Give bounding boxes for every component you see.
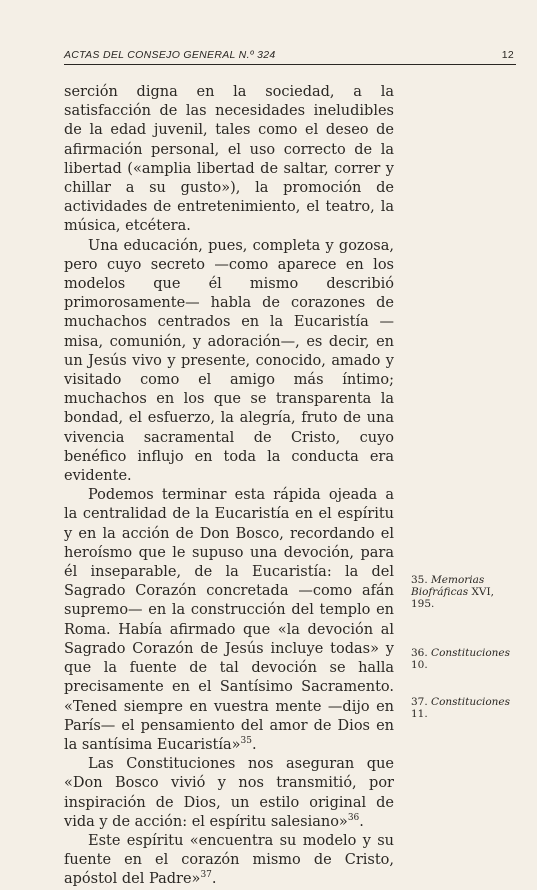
paragraph-4-end: .: [359, 813, 364, 830]
running-header: [64, 49, 514, 65]
paragraph-4-text: Las Constituciones nos aseguran que «Don Bosco vivió y nos transmitió, por inspiración de Dios, un estilo original de vida y de acción: el espíritu salesiano»: [64, 756, 394, 830]
paragraph-2: [64, 237, 394, 487]
footnote-ref-36: 36: [347, 812, 360, 823]
paragraph-2-text: Una educación, pues, completa y gozosa, pero cuyo secreto —como aparece en los modelos que él mismo describió primorosamente— habla de corazones de muchachos centrados en la Eucaristía —misa, comunión, y adoración—, es decir, en un Jesús vivo y presente, conocido, amado y visitado como el amigo más íntimo; muchachos en los que se transparenta la bondad, el esfuerzo, la alegría, fruto de una vivencia sacramental de Cristo, cuyo benéfico influjo en toda la conducta era evidente.: [64, 237, 394, 485]
note-number: 36.: [411, 647, 428, 659]
paragraph-3: [64, 486, 394, 755]
margin-note-35: [411, 574, 515, 610]
paragraph-5: [64, 832, 394, 890]
body-text: [64, 83, 394, 890]
note-title: Constituciones: [431, 696, 511, 708]
paragraph-4: [64, 755, 394, 832]
footnote-ref-37: 37: [200, 870, 212, 881]
note-number: 35.: [411, 574, 428, 586]
paragraph-3-end: .: [252, 736, 257, 753]
paragraph-1-text: serción digna en la sociedad, a la satisfacción de las necesidades ineludibles de la edad juvenil, tales como el deseo de afirmación personal, el uso correcto de la libertad («amplia libertad de saltar, correr y chillar a su gusto»), la promoción de actividades de entretenimiento, el teatro, la música, etcétera.: [64, 84, 394, 235]
note-title: Memorias Biofráficas: [411, 574, 485, 598]
note-reference: XVI, 195.: [411, 586, 494, 610]
page-number: 12: [501, 49, 514, 61]
footnote-ref-35: 35: [240, 735, 252, 746]
margin-note-37: [411, 696, 515, 720]
paragraph-1: [64, 83, 394, 237]
note-title: Constituciones: [431, 647, 511, 659]
paragraph-3-text: Podemos terminar esta rápida ojeada a la centralidad de la Eucaristía en el espíritu y en la acción de Don Bosco, recordando el heroísmo que le supuso una devoción, para él inseparable, de la Eucaristía: la del Sagrado Corazón concretada —como afán supremo— en la construcción del templo en Roma. Había afirmado que «la devoción al Sagrado Corazón de Jesús incluye todas» y que la fuente de tal devoción se halla precisamente en el Santísimo Sacramento. «Tened siempre en vuestra mente —dijo en París— el pensamiento del amor de Dios en la santísima Eucaristía»: [64, 487, 394, 753]
note-reference: 11.: [411, 708, 428, 720]
header-rule: [64, 64, 516, 65]
note-reference: 10.: [411, 659, 428, 671]
paragraph-5-text: Este espíritu «encuentra su modelo y su fuente en el corazón mismo de Cristo, apóstol del Padre»: [64, 832, 394, 888]
margin-note-36: [411, 647, 515, 671]
paragraph-5-end: .: [211, 871, 217, 888]
running-title: ACTAS DEL CONSEJO GENERAL N.º 324: [64, 49, 276, 61]
note-number: 37.: [411, 696, 428, 708]
